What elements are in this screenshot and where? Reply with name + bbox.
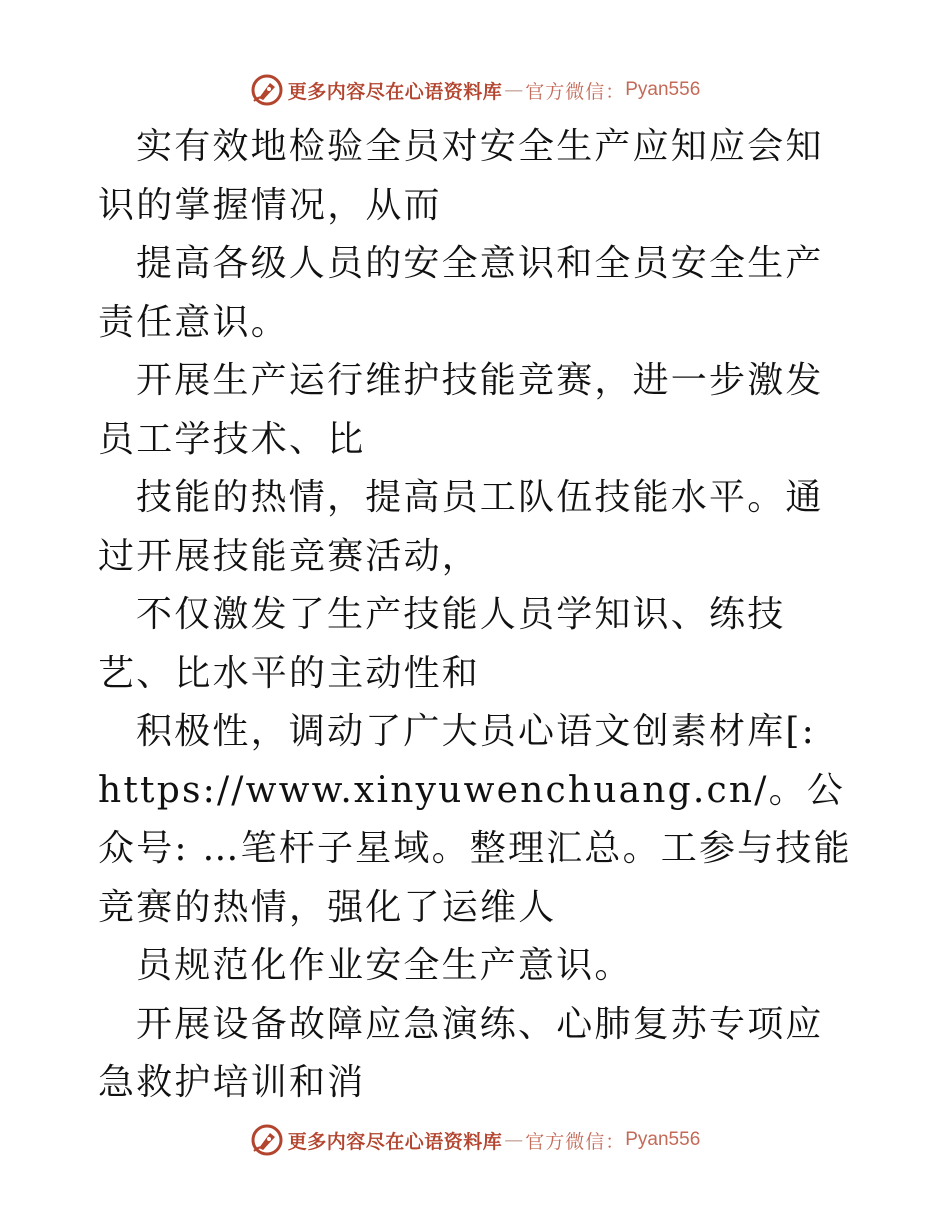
paragraph-1: 实有效地检验全员对安全生产应知应会知识的掌握情况，从而 — [98, 126, 824, 226]
banner-dash: — — [504, 1129, 524, 1151]
banner-dash: — — [504, 79, 524, 101]
banner-wechat-label: 官方微信： — [525, 1130, 626, 1153]
banner-wechat-id: Pyan556 — [625, 79, 701, 100]
banner-wechat-label: 官方微信： — [525, 80, 626, 103]
pen-nib-logo-icon — [250, 1123, 284, 1157]
banner-main-text: 更多内容尽在心语资料库 — [287, 80, 503, 103]
pen-nib-logo-icon — [250, 73, 284, 107]
footer-banner — [0, 1120, 950, 1160]
paragraph-3: 开展生产运行维护技能竞赛，进一步激发员工学技术、比 — [98, 360, 824, 460]
document-body — [98, 118, 854, 1113]
paragraph-8: 开展设备故障应急演练、心肺复苏专项应急救护培训和消 — [98, 1003, 824, 1103]
paragraph-4: 技能的热情，提高员工队伍技能水平。通过开展技能竞赛活动， — [98, 477, 824, 577]
banner-wechat-id: Pyan556 — [625, 1129, 701, 1150]
paragraph-5: 不仅激发了生产技能人员学知识、练技艺、比水平的主动性和 — [98, 594, 786, 694]
paragraph-7: 员规范化作业安全生产意识。 — [136, 945, 633, 986]
header-banner — [0, 70, 950, 110]
paragraph-2: 提高各级人员的安全意识和全员安全生产责任意识。 — [98, 243, 824, 343]
paragraph-6: 积极性，调动了广大员心语文创素材库[: https://www.xinyuwenchuang.cn/。公众号: …笔杆子星域。整理汇总。工参与技能竞赛的热情，强化了运维人 — [98, 711, 852, 928]
banner-main-text: 更多内容尽在心语资料库 — [287, 1130, 503, 1153]
